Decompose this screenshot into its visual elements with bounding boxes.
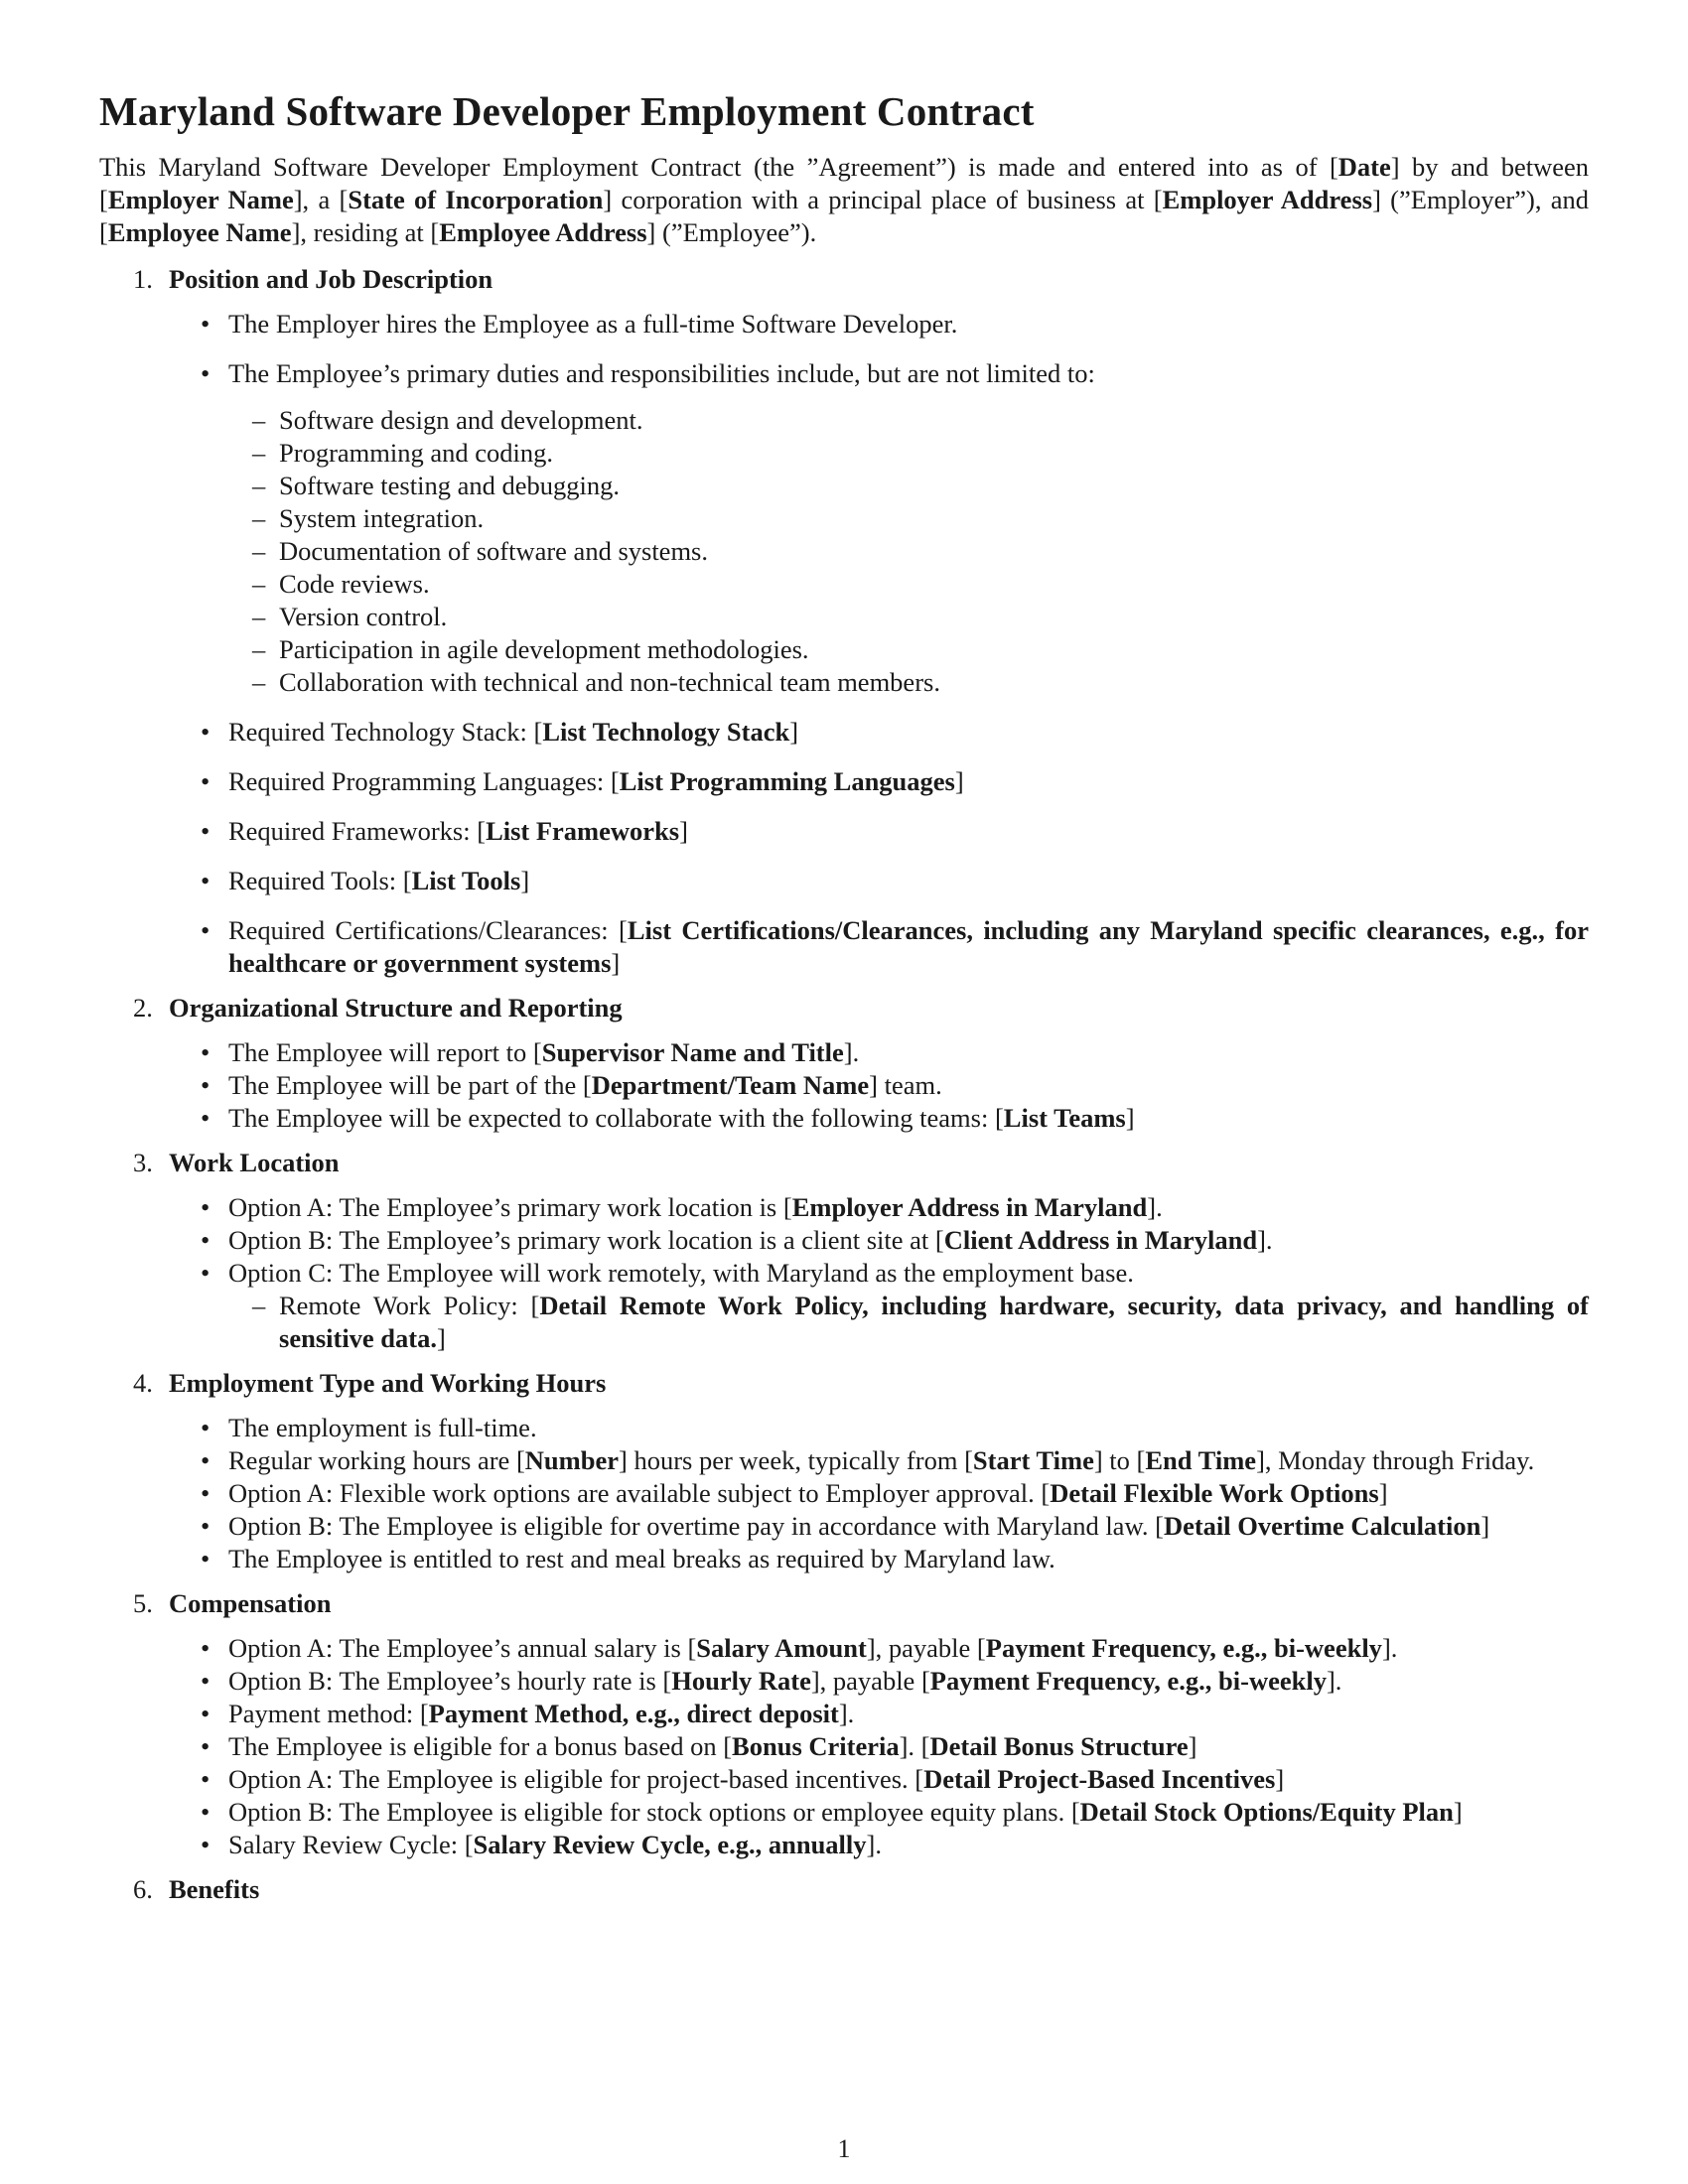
bullet-text: The Employee will report to [	[228, 1037, 542, 1067]
bullet-text: ]	[611, 948, 621, 978]
duty-item: – Documentation of software and systems.	[228, 535, 1589, 568]
bullet-text: ]	[1453, 1797, 1463, 1827]
list-item	[169, 1796, 1589, 1829]
list-item	[169, 1412, 1589, 1444]
list-item	[169, 1632, 1589, 1665]
list-item	[169, 1069, 1589, 1102]
placeholder-payment-method: Payment Method, e.g., direct deposit	[428, 1699, 839, 1728]
bullet-text: ]	[437, 1323, 446, 1353]
list-item	[169, 815, 1589, 848]
placeholder-certifications: List Certifications/Clearances, including any Maryland specific clearances, e.g., for healthcare or government systems	[228, 915, 1589, 978]
bullet-text: Required Technology Stack: [	[228, 717, 543, 747]
bullet-text: ].	[843, 1037, 860, 1067]
bullet-text: ] to [	[1093, 1445, 1146, 1475]
bullet-text: Required Certifications/Clearances: [	[228, 915, 628, 945]
placeholder-supervisor: Supervisor Name and Title	[541, 1037, 844, 1067]
list-item	[169, 1224, 1589, 1257]
bullet-text: The Employee is entitled to rest and meal breaks as required by Maryland law.	[228, 1544, 1055, 1573]
section-number: 3.	[133, 1148, 153, 1177]
placeholder-frameworks: List Frameworks	[486, 816, 680, 846]
bullet-text: Option A: The Employee’s annual salary is [	[228, 1633, 697, 1663]
list-item	[169, 1477, 1589, 1510]
intro-text: This Maryland Software Developer Employment Contract (the ”Agreement”) is made and entered into as of [	[99, 152, 1338, 182]
bullet-text: ]	[1378, 1478, 1388, 1508]
section-work-location	[99, 1147, 1589, 1355]
placeholder-state: State of Incorporation	[348, 185, 604, 214]
section-title: Compensation	[169, 1588, 332, 1618]
bullet-text: The Employee is eligible for a bonus based on [	[228, 1731, 733, 1761]
sub-list	[228, 1290, 1589, 1355]
duty-item: – Programming and coding.	[228, 437, 1589, 470]
bullet-text: Required Programming Languages: [	[228, 766, 620, 796]
bullet-text: Remote Work Policy: [	[279, 1291, 540, 1320]
bullet-text: Required Tools: [	[228, 866, 412, 895]
bullet-text: Option C: The Employee will work remotely, with Maryland as the employment base.	[228, 1258, 1134, 1288]
duty-item: – Software design and development.	[228, 404, 1589, 437]
placeholder-bonus-criteria: Bonus Criteria	[732, 1731, 900, 1761]
placeholder-hourly-rate: Hourly Rate	[671, 1666, 811, 1696]
placeholder-end-time: End Time	[1145, 1445, 1257, 1475]
page-number: 1	[837, 2134, 851, 2163]
section-title: Work Location	[169, 1148, 340, 1177]
section-number: 4.	[133, 1368, 153, 1398]
list-item	[169, 1036, 1589, 1069]
bullet-text: ].	[838, 1699, 855, 1728]
placeholder-department: Department/Team Name	[591, 1070, 870, 1100]
bullet-text: The Employee’s primary duties and responsibilities include, but are not limited to:	[228, 358, 1095, 388]
duty-item: – Code reviews.	[228, 568, 1589, 601]
bullet-text: ]	[679, 816, 688, 846]
placeholder-hours-number: Number	[524, 1445, 619, 1475]
intro-text: ] (”Employee”).	[646, 217, 817, 247]
bullet-text: ].	[1381, 1633, 1398, 1663]
bullet-text: Option A: Flexible work options are available subject to Employer approval. [	[228, 1478, 1051, 1508]
section-working-hours	[99, 1367, 1589, 1575]
placeholder-date: Date	[1337, 152, 1391, 182]
bullet-text: ].	[866, 1830, 882, 1859]
bullet-text: ] team.	[869, 1070, 942, 1100]
placeholder-start-time: Start Time	[972, 1445, 1094, 1475]
list-item	[169, 1730, 1589, 1763]
bullet-text: The employment is full-time.	[228, 1413, 537, 1442]
list-item	[169, 1444, 1589, 1477]
list-item	[169, 1257, 1589, 1355]
bullet-text: ], payable [	[866, 1633, 986, 1663]
bullet-list	[169, 1632, 1589, 1861]
duties-list	[228, 404, 1589, 699]
list-item	[169, 1191, 1589, 1224]
bullet-text: ].	[1147, 1192, 1163, 1222]
list-item	[169, 1665, 1589, 1698]
placeholder-employee-name: Employee Name	[107, 217, 292, 247]
bullet-text: ], payable [	[810, 1666, 930, 1696]
placeholder-languages: List Programming Languages	[619, 766, 955, 796]
bullet-text: Regular working hours are [	[228, 1445, 525, 1475]
duty-item: – Participation in agile development methodologies.	[228, 633, 1589, 666]
placeholder-employee-address: Employee Address	[439, 217, 647, 247]
intro-paragraph	[99, 151, 1589, 249]
section-reporting	[99, 992, 1589, 1135]
placeholder-overtime: Detail Overtime Calculation	[1163, 1511, 1481, 1541]
placeholder-employer-name: Employer Name	[107, 185, 294, 214]
intro-text: ], residing at [	[291, 217, 440, 247]
bullet-text: ], Monday through Friday.	[1256, 1445, 1535, 1475]
bullet-text: ] hours per week, typically from [	[619, 1445, 973, 1475]
section-number: 1.	[133, 264, 153, 294]
bullet-text: ]	[954, 766, 964, 796]
section-compensation	[99, 1587, 1589, 1861]
placeholder-client-address: Client Address in Maryland	[943, 1225, 1258, 1255]
section-benefits	[99, 1873, 1589, 1906]
placeholder-tools: List Tools	[411, 866, 521, 895]
section-number: 6.	[133, 1874, 153, 1904]
bullet-text: Option B: The Employee’s hourly rate is [	[228, 1666, 672, 1696]
section-title: Organizational Structure and Reporting	[169, 993, 623, 1023]
bullet-text: Option A: The Employee is eligible for project-based incentives. [	[228, 1764, 924, 1794]
bullet-text: ].	[1257, 1225, 1273, 1255]
section-position	[99, 263, 1589, 980]
contract-page	[99, 85, 1589, 1918]
duty-item: – System integration.	[228, 502, 1589, 535]
sub-item	[228, 1290, 1589, 1355]
bullet-text: Option A: The Employee’s primary work location is [	[228, 1192, 792, 1222]
bullet-text: The Employer hires the Employee as a full-time Software Developer.	[228, 309, 958, 339]
list-item	[169, 914, 1589, 980]
placeholder-pay-frequency: Payment Frequency, e.g., bi-weekly	[929, 1666, 1327, 1696]
bullet-text: The Employee will be expected to collaborate with the following teams: [	[228, 1103, 1004, 1133]
section-title: Position and Job Description	[169, 264, 493, 294]
duty-item: – Version control.	[228, 601, 1589, 633]
section-number: 5.	[133, 1588, 153, 1618]
bullet-text: ]	[520, 866, 530, 895]
section-list	[99, 263, 1589, 1906]
intro-text: ] (”Employer”), and [	[99, 185, 1590, 247]
list-item	[169, 308, 1589, 341]
intro-text: ] by and between [	[99, 152, 1589, 214]
bullet-text: ]	[789, 717, 799, 747]
list-item	[169, 1763, 1589, 1796]
bullet-text: Salary Review Cycle: [	[228, 1830, 474, 1859]
list-item	[169, 1510, 1589, 1543]
placeholder-employer-address-md: Employer Address in Maryland	[791, 1192, 1148, 1222]
bullet-text: ]	[1275, 1764, 1285, 1794]
placeholder-tech-stack: List Technology Stack	[542, 717, 790, 747]
placeholder-flexible-work: Detail Flexible Work Options	[1050, 1478, 1379, 1508]
list-item	[169, 1698, 1589, 1730]
placeholder-pay-frequency: Payment Frequency, e.g., bi-weekly	[985, 1633, 1382, 1663]
bullet-text: Option B: The Employee’s primary work location is a client site at [	[228, 1225, 944, 1255]
duty-item: – Collaboration with technical and non-technical team members.	[228, 666, 1589, 699]
placeholder-bonus-structure: Detail Bonus Structure	[929, 1731, 1189, 1761]
placeholder-review-cycle: Salary Review Cycle, e.g., annually	[473, 1830, 867, 1859]
bullet-text: ]	[1480, 1511, 1490, 1541]
bullet-text: The Employee will be part of the [	[228, 1070, 592, 1100]
bullet-text: ].	[1326, 1666, 1342, 1696]
document-title: Maryland Software Developer Employment Contract	[99, 88, 1035, 134]
intro-text: ] corporation with a principal place of business at [	[603, 185, 1163, 214]
list-item	[169, 1102, 1589, 1135]
placeholder-remote-policy: Detail Remote Work Policy, including hardware, security, data privacy, and handling of sensitive data.	[279, 1291, 1589, 1353]
intro-text: ], a [	[293, 185, 349, 214]
bullet-list	[169, 1036, 1589, 1135]
bullet-list	[169, 1191, 1589, 1355]
list-item	[169, 1829, 1589, 1861]
list-item	[169, 716, 1589, 749]
placeholder-salary: Salary Amount	[696, 1633, 867, 1663]
section-title: Employment Type and Working Hours	[169, 1368, 607, 1398]
bullet-text: ]	[1125, 1103, 1135, 1133]
bullet-text: Option B: The Employee is eligible for stock options or employee equity plans. [	[228, 1797, 1080, 1827]
bullet-text: Payment method: [	[228, 1699, 429, 1728]
list-item	[169, 357, 1589, 699]
placeholder-employer-address: Employer Address	[1162, 185, 1373, 214]
bullet-list	[169, 1412, 1589, 1575]
placeholder-stock-options: Detail Stock Options/Equity Plan	[1079, 1797, 1454, 1827]
placeholder-teams: List Teams	[1003, 1103, 1126, 1133]
bullet-text: Option B: The Employee is eligible for overtime pay in accordance with Maryland law. [	[228, 1511, 1164, 1541]
duty-item: – Software testing and debugging.	[228, 470, 1589, 502]
bullet-text: ]. [	[899, 1731, 930, 1761]
bullet-text: Required Frameworks: [	[228, 816, 487, 846]
list-item	[169, 1543, 1589, 1575]
bullet-list	[169, 308, 1589, 980]
list-item	[169, 865, 1589, 897]
bullet-text: ]	[1188, 1731, 1197, 1761]
section-title: Benefits	[169, 1874, 260, 1904]
placeholder-project-incentives: Detail Project-Based Incentives	[923, 1764, 1276, 1794]
section-number: 2.	[133, 993, 153, 1023]
list-item	[169, 765, 1589, 798]
